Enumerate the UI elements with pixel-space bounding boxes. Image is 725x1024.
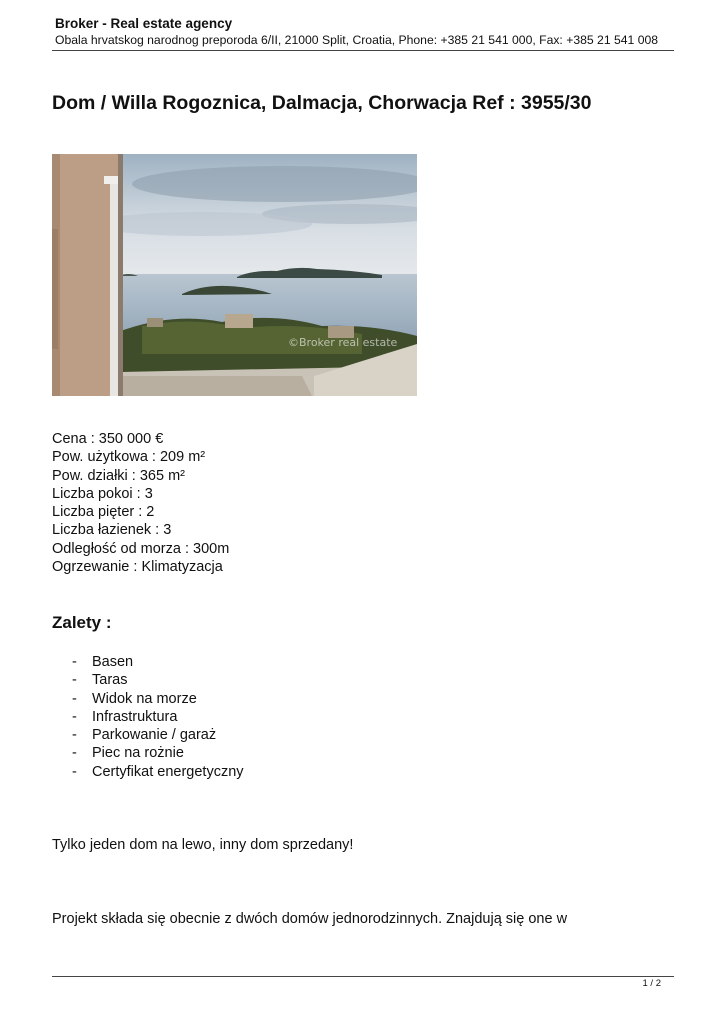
photo-watermark: ©Broker real estate [288,336,398,349]
bullet-dash: - [72,763,77,780]
bullet-dash: - [72,654,77,670]
fact-heating: Ogrzewanie : Klimatyzacja [52,559,223,576]
list-item-label: Widok na morze [92,690,197,707]
footer-divider [52,976,674,977]
property-facts [52,430,229,576]
list-item [72,708,244,726]
agency-name: Broker - Real estate agency [55,16,233,31]
list-item-label: Piec na rożnie [92,745,184,762]
list-item [72,690,244,708]
listing-title: Dom / Willa Rogoznica, Dalmacja, Chorwacja Ref : 3955/30 [52,92,592,114]
property-photo [52,154,417,396]
fact-rooms: Liczba pokoi : 3 [52,485,153,502]
list-item [72,726,244,744]
list-item-label: Basen [92,654,134,670]
page-number: 1 / 2 [642,978,661,989]
bullet-dash: - [72,727,77,744]
description-paragraph: Tylko jeden dom na lewo, inny dom sprzedany! [52,837,354,853]
fact-sea-distance: Odległość od morza : 300m [52,540,230,557]
bullet-dash: - [72,672,77,689]
list-item-label: Certyfikat energetyczny [92,763,244,780]
list-item [72,744,244,762]
advantages-heading: Zalety : [52,613,112,632]
list-item [72,653,244,671]
fact-living-area: Pow. użytkowa : 209 m² [52,449,206,466]
header-divider [52,50,674,51]
fact-price: Cena : 350 000 € [52,431,164,447]
list-item [72,763,244,781]
list-item-label: Taras [92,672,128,689]
agency-address: Obala hrvatskog narodnog preporoda 6/II, 21000 Split, Croatia, Phone: +385 21 541 000, Fax: +385 21 541 008 [55,33,659,47]
page-header [55,16,675,48]
bullet-dash: - [72,745,77,762]
list-item [72,671,244,689]
list-item-label: Infrastruktura [92,708,178,725]
fact-floors: Liczba pięter : 2 [52,504,155,521]
bullet-dash: - [72,708,77,725]
fact-plot-area: Pow. działki : 365 m² [52,467,185,484]
description-paragraph: Projekt składa się obecnie z dwóch domów jednorodzinnych. Znajdują się one w [52,911,568,927]
advantages-list [72,653,244,781]
bullet-dash: - [72,690,77,707]
fact-bathrooms: Liczba łazienek : 3 [52,522,172,539]
list-item-label: Parkowanie / garaż [92,727,217,744]
